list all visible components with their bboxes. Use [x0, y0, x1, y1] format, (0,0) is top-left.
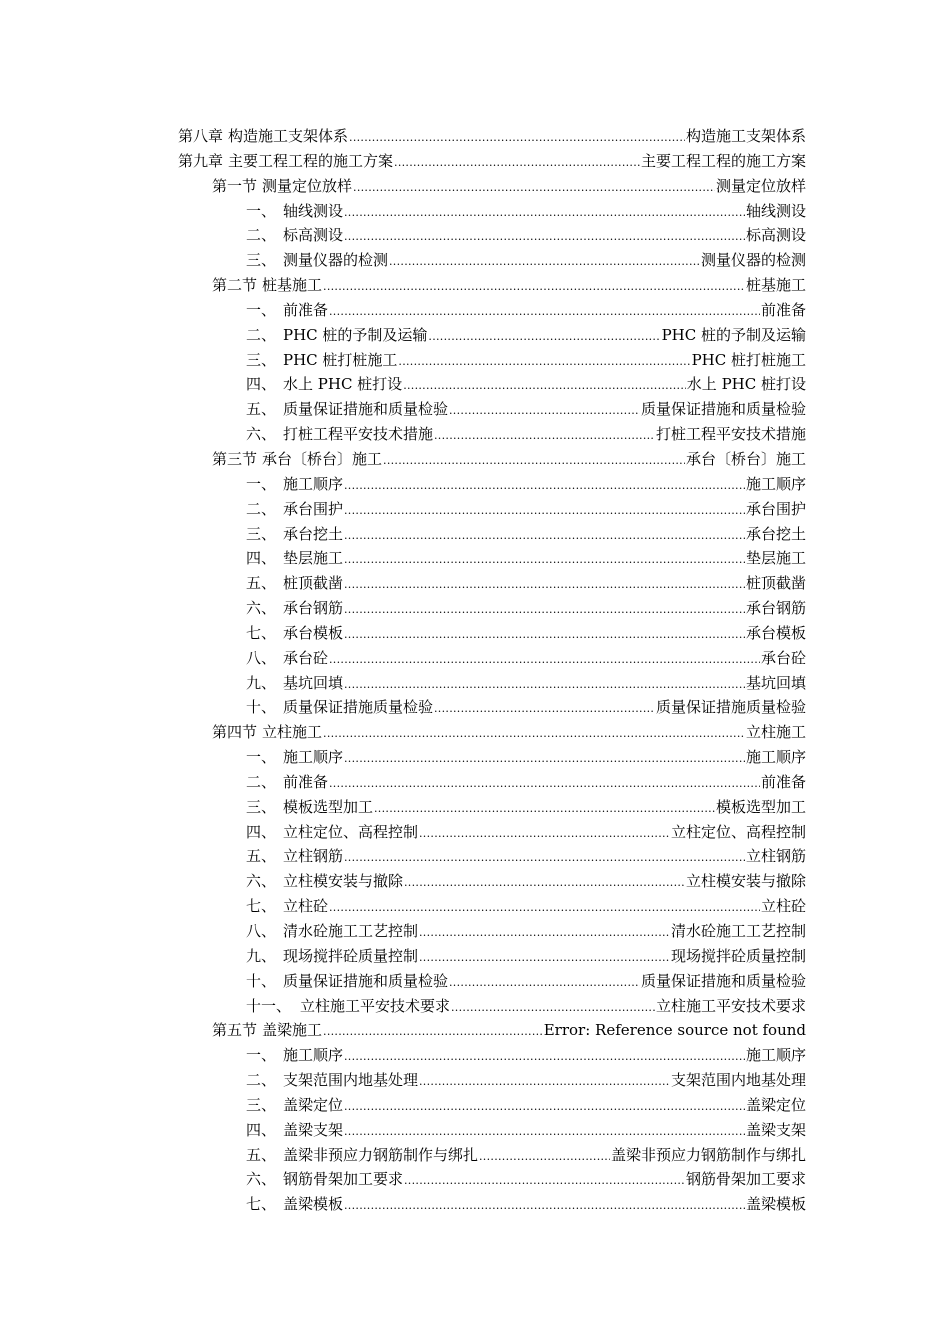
toc-entry-title: 承台钢筋: [283, 599, 344, 618]
toc-dot-leader: [329, 300, 760, 325]
toc-entry[interactable]: [178, 919, 806, 944]
toc-dot-leader: [434, 424, 655, 449]
toc-entry-page-ref: 支架范围内地基处理: [670, 1071, 806, 1090]
toc-entry-label: [246, 223, 343, 248]
toc-dot-leader: [451, 996, 655, 1021]
toc-entry-number: 三、: [246, 251, 277, 270]
toc-entry-label: [246, 944, 418, 969]
toc-entry-label: [246, 745, 343, 770]
toc-entry[interactable]: [178, 372, 806, 397]
toc-entry-number: 八、: [246, 922, 277, 940]
toc-entry[interactable]: [178, 1093, 806, 1118]
toc-entry-label: [212, 1018, 322, 1043]
toc-dot-leader: [419, 822, 670, 847]
toc-entry-label: [246, 919, 418, 944]
toc-entry[interactable]: [178, 522, 806, 547]
toc-entry[interactable]: [178, 621, 806, 646]
toc-entry-label: [212, 720, 322, 745]
toc-entry[interactable]: [178, 248, 806, 273]
toc-entry-page-ref: 质量保证措施和质量检验: [640, 971, 806, 990]
toc-dot-leader: [344, 524, 745, 549]
toc-entry-number: 五、: [246, 400, 277, 419]
toc-entry-number: 二、: [246, 499, 277, 518]
toc-entry-number: 四、: [246, 822, 277, 841]
toc-entry-label: [246, 298, 328, 323]
toc-entry-number: 六、: [246, 425, 277, 444]
toc-dot-leader: [449, 399, 640, 424]
toc-entry[interactable]: [178, 223, 806, 248]
toc-entry-title: 质量保证措施和质量检验: [283, 400, 449, 419]
toc-entry-title: 盖梁非预应力钢筋制作与绑扎: [283, 1145, 479, 1164]
toc-entry-title: 支架范围内地基处理: [283, 1071, 419, 1090]
toc-entry-page-ref: 盖梁模板: [745, 1195, 806, 1214]
toc-entry-label: [246, 646, 328, 671]
toc-entry-label: [246, 1093, 343, 1118]
toc-dot-leader: [344, 846, 745, 871]
toc-entry-label: [212, 174, 352, 199]
toc-entry-number: 五、: [246, 847, 277, 866]
toc-entry[interactable]: [178, 1043, 806, 1068]
toc-entry-page-ref: 承台模板: [745, 623, 806, 642]
toc-entry-title: 现场搅拌砼质量控制: [283, 946, 419, 965]
toc-entry[interactable]: [178, 820, 806, 845]
toc-entry[interactable]: [178, 472, 806, 497]
toc-entry[interactable]: [178, 944, 806, 969]
toc-entry-page-ref: 桩基施工: [745, 276, 806, 295]
toc-dot-leader: [404, 1169, 685, 1194]
toc-entry[interactable]: [178, 646, 806, 671]
toc-entry-title: 桩顶截凿: [283, 574, 344, 593]
toc-entry-title: PHC 桩的予制及运输: [283, 325, 428, 344]
toc-entry-number: 第一节: [212, 176, 258, 195]
toc-entry[interactable]: [178, 298, 806, 323]
toc-dot-leader: [323, 1020, 543, 1045]
toc-entry-number: 四、: [246, 1120, 277, 1139]
toc-entry-page-ref: 测量仪器的检测: [700, 251, 806, 270]
toc-entry-title: 承台砼: [283, 648, 329, 667]
toc-entry-number: 六、: [246, 872, 277, 891]
toc-entry-title: 主要工程工程的施工方案: [228, 151, 394, 170]
toc-dot-leader: [344, 201, 745, 226]
toc-entry-number: 九、: [246, 946, 277, 965]
toc-dot-leader: [403, 374, 686, 399]
toc-entry-label: [246, 1068, 418, 1093]
toc-entry-label: [246, 621, 343, 646]
toc-entry-page-ref: 主要工程工程的施工方案: [640, 151, 806, 170]
toc-entry-page-ref: 盖梁支架: [745, 1120, 806, 1139]
toc-dot-leader: [419, 921, 670, 946]
toc-dot-leader: [344, 1045, 745, 1070]
toc-entry-title: 承台〔桥台〕施工: [262, 449, 383, 468]
toc-dot-leader: [344, 548, 745, 573]
toc-entry-number: 七、: [246, 623, 277, 642]
toc-entry-page-ref: 质量保证措施质量检验: [655, 698, 806, 717]
toc-entry-label: [246, 372, 402, 397]
toc-entry-title: 盖梁支架: [283, 1120, 344, 1139]
toc-entry-number: 一、: [246, 201, 277, 220]
toc-entry[interactable]: [178, 869, 806, 894]
toc-entry[interactable]: [178, 894, 806, 919]
toc-entry-label: [246, 695, 433, 720]
toc-entry-title: 立柱施工: [262, 723, 323, 742]
toc-entry-number: 三、: [246, 797, 277, 816]
toc-entry-number: 第九章: [178, 151, 224, 170]
toc-entry[interactable]: [178, 994, 806, 1019]
toc-entry-label: [246, 472, 343, 497]
toc-entry-label: [246, 522, 343, 547]
toc-entry-title: 垫层施工: [283, 549, 344, 568]
toc-entry-number: 十、: [246, 971, 277, 990]
toc-entry-page-ref: 桩顶截凿: [745, 574, 806, 593]
toc-entry-title: 立柱施工平安技术要求: [300, 996, 451, 1015]
toc-entry-page-ref: 前准备: [760, 772, 806, 791]
toc-entry-title: 钢筋骨架加工要求: [283, 1170, 404, 1189]
toc-entry-label: [246, 199, 343, 224]
toc-entry[interactable]: [178, 720, 806, 745]
toc-entry-label: [246, 1043, 343, 1068]
toc-entry-page-ref: 测量定位放样: [715, 176, 806, 195]
toc-entry-title: PHC 桩打桩施工: [283, 350, 398, 369]
toc-entry-label: [246, 869, 403, 894]
toc-entry[interactable]: [178, 1018, 806, 1043]
toc-dot-leader: [344, 474, 745, 499]
toc-entry[interactable]: [178, 969, 806, 994]
toc-entry-number: 三、: [246, 350, 277, 369]
toc-entry-title: 测量定位放样: [262, 176, 353, 195]
toc-entry[interactable]: [178, 844, 806, 869]
toc-entry[interactable]: [178, 174, 806, 199]
toc-entry-page-ref: 立柱钢筋: [745, 847, 806, 866]
toc-entry[interactable]: [178, 397, 806, 422]
toc-entry-label: [178, 124, 348, 149]
toc-entry-number: 第五节: [212, 1021, 258, 1040]
toc-dot-leader: [398, 350, 690, 375]
toc-entry[interactable]: [178, 596, 806, 621]
toc-dot-leader: [344, 225, 745, 250]
toc-entry-label: [212, 447, 382, 472]
toc-entry-title: 盖梁施工: [262, 1021, 323, 1040]
toc-entry-page-ref: 前准备: [760, 300, 806, 319]
toc-entry-number: 四、: [246, 549, 277, 568]
toc-entry-page-ref: PHC 桩的予制及运输: [661, 325, 806, 344]
toc-dot-leader: [344, 499, 745, 524]
toc-entry[interactable]: [178, 323, 806, 348]
toc-entry-label: [246, 1118, 343, 1143]
toc-dot-leader: [344, 673, 745, 698]
toc-entry[interactable]: [178, 671, 806, 696]
toc-entry-page-ref: 立柱施工: [745, 723, 806, 742]
toc-dot-leader: [404, 871, 685, 896]
toc-dot-leader: [344, 1095, 745, 1120]
toc-entry-number: 二、: [246, 772, 277, 791]
toc-entry-title: 立柱模安装与撤除: [283, 872, 404, 891]
toc-entry-number: 一、: [246, 1046, 277, 1065]
toc-entry-page-ref: 垫层施工: [745, 549, 806, 568]
toc-entry-label: [246, 323, 427, 348]
toc-dot-leader: [389, 250, 700, 275]
toc-entry[interactable]: [178, 695, 806, 720]
toc-entry-page-ref: 基坑回填: [745, 673, 806, 692]
toc-entry-page-ref: PHC 桩打桩施工: [691, 350, 806, 369]
toc-entry-number: 一、: [246, 300, 277, 319]
toc-entry[interactable]: [178, 546, 806, 571]
toc-entry-page-ref: 施工顺序: [745, 474, 806, 493]
toc-entry-page-ref: 承台钢筋: [745, 599, 806, 618]
toc-entry-page-ref: 承台挖土: [745, 524, 806, 543]
toc-entry[interactable]: [178, 1068, 806, 1093]
toc-entry-number: 九、: [246, 673, 277, 692]
toc-entry-label: [246, 994, 450, 1019]
toc-entry-page-ref: 立柱定位、高程控制: [670, 822, 806, 841]
toc-entry-label: [246, 248, 388, 273]
toc-entry-label: [178, 149, 393, 174]
toc-dot-leader: [344, 1194, 745, 1219]
toc-entry-page-ref: 构造施工支架体系: [685, 127, 806, 145]
toc-entry[interactable]: [178, 199, 806, 224]
toc-dot-leader: [323, 722, 745, 747]
toc-dot-leader: [449, 971, 640, 996]
toc-entry-title: 轴线测设: [283, 201, 344, 220]
toc-entry-number: 一、: [246, 748, 277, 767]
toc-entry-title: 盖梁定位: [283, 1095, 344, 1114]
toc-entry[interactable]: [178, 1143, 806, 1168]
toc-entry-title: 质量保证措施质量检验: [283, 698, 434, 717]
table-of-contents: [178, 124, 806, 1217]
toc-entry-number: 六、: [246, 1170, 277, 1189]
toc-entry-label: [246, 397, 448, 422]
toc-entry-page-ref: 立柱模安装与撤除: [685, 872, 806, 891]
toc-entry-page-ref: 立柱施工平安技术要求: [655, 996, 806, 1015]
toc-entry-title: 施工顺序: [283, 474, 344, 493]
toc-entry-number: 第四节: [212, 723, 258, 742]
toc-entry-title: 质量保证措施和质量检验: [283, 971, 449, 990]
toc-entry-title: 承台围护: [283, 499, 344, 518]
toc-entry-page-ref: 标高测设: [745, 226, 806, 245]
toc-entry-label: [246, 1167, 403, 1192]
toc-entry-title: 前准备: [283, 772, 329, 791]
toc-entry[interactable]: [178, 745, 806, 770]
toc-entry-title: 水上 PHC 桩打设: [283, 375, 403, 394]
toc-entry[interactable]: [178, 422, 806, 447]
toc-entry-title: 施工顺序: [283, 1046, 344, 1065]
toc-entry-label: [246, 571, 343, 596]
toc-entry-label: [212, 273, 322, 298]
toc-entry-title: 构造施工支架体系: [228, 127, 349, 145]
toc-entry[interactable]: [178, 571, 806, 596]
toc-entry-title: 立柱定位、高程控制: [283, 822, 419, 841]
toc-entry-title: 承台模板: [283, 623, 344, 642]
toc-entry-label: [246, 969, 448, 994]
toc-entry-title: 前准备: [283, 300, 329, 319]
toc-entry[interactable]: [178, 149, 806, 174]
toc-entry-title: 桩基施工: [262, 276, 323, 295]
toc-entry-number: 六、: [246, 599, 277, 618]
toc-entry-title: 承台挖土: [283, 524, 344, 543]
toc-entry-label: [246, 770, 328, 795]
toc-entry-number: 四、: [246, 375, 277, 394]
toc-entry-label: [246, 596, 343, 621]
toc-dot-leader: [329, 772, 760, 797]
toc-entry-title: 立柱砼: [283, 897, 329, 916]
toc-dot-leader: [479, 1145, 610, 1170]
toc-entry-label: [246, 1143, 478, 1168]
toc-dot-leader: [344, 623, 745, 648]
toc-entry-page-ref: 打桩工程平安技术措施: [655, 425, 806, 444]
toc-entry-number: 一、: [246, 474, 277, 493]
toc-entry-number: 五、: [246, 574, 277, 593]
toc-dot-leader: [329, 896, 760, 921]
toc-entry-label: [246, 348, 397, 373]
toc-entry-page-ref: 水上 PHC 桩打设: [686, 375, 806, 394]
toc-entry[interactable]: [178, 1167, 806, 1192]
toc-entry-page-ref: 质量保证措施和质量检验: [640, 400, 806, 419]
toc-dot-leader: [374, 797, 715, 822]
toc-dot-leader: [323, 275, 745, 300]
toc-entry-title: 清水砼施工工艺控制: [283, 922, 419, 940]
toc-dot-leader: [344, 1120, 745, 1145]
toc-entry-number: 第二节: [212, 276, 258, 295]
toc-entry-page-ref: 承台〔桥台〕施工: [685, 449, 806, 468]
toc-entry[interactable]: [178, 795, 806, 820]
toc-entry-label: [246, 894, 328, 919]
toc-entry[interactable]: [178, 447, 806, 472]
toc-entry-number: 三、: [246, 524, 277, 543]
toc-entry-number: 十一、: [246, 996, 292, 1015]
toc-entry[interactable]: [178, 770, 806, 795]
toc-entry-page-ref: 施工顺序: [745, 1046, 806, 1065]
toc-entry-label: [246, 497, 343, 522]
toc-entry-label: [246, 820, 418, 845]
toc-entry-page-ref: 清水砼施工工艺控制: [670, 922, 806, 940]
toc-entry-label: [246, 1192, 343, 1217]
toc-entry-label: [246, 671, 343, 696]
toc-dot-leader: [344, 747, 745, 772]
toc-entry-number: 五、: [246, 1145, 277, 1164]
toc-entry-title: 盖梁模板: [283, 1195, 344, 1214]
toc-entry-page-ref: Error: Reference source not found: [543, 1021, 806, 1040]
toc-dot-leader: [383, 449, 685, 474]
toc-entry-title: 模板选型加工: [283, 797, 374, 816]
toc-entry-title: 施工顺序: [283, 748, 344, 767]
toc-entry-title: 测量仪器的检测: [283, 251, 389, 270]
toc-entry-label: [246, 546, 343, 571]
toc-entry-label: [246, 422, 433, 447]
toc-entry[interactable]: [178, 1192, 806, 1217]
toc-entry[interactable]: [178, 273, 806, 298]
toc-entry-page-ref: 钢筋骨架加工要求: [685, 1170, 806, 1189]
toc-entry-number: 十、: [246, 698, 277, 717]
toc-entry-page-ref: 承台砼: [760, 648, 806, 667]
toc-entry-number: 第八章: [178, 127, 224, 145]
toc-dot-leader: [434, 697, 655, 722]
toc-dot-leader: [428, 325, 660, 350]
toc-entry-number: 二、: [246, 1071, 277, 1090]
toc-entry-page-ref: 盖梁定位: [745, 1095, 806, 1114]
toc-entry-label: [246, 844, 343, 869]
toc-entry-number: 三、: [246, 1095, 277, 1114]
toc-entry-page-ref: 轴线测设: [745, 201, 806, 220]
toc-dot-leader: [394, 151, 640, 176]
toc-entry-page-ref: 盖梁非预应力钢筋制作与绑扎: [610, 1145, 806, 1164]
toc-entry-page-ref: 立柱砼: [760, 897, 806, 916]
toc-dot-leader: [419, 946, 670, 971]
toc-entry-label: [246, 795, 373, 820]
toc-entry-page-ref: 承台围护: [745, 499, 806, 518]
toc-dot-leader: [344, 573, 745, 598]
toc-dot-leader: [329, 648, 760, 673]
toc-entry-number: 八、: [246, 648, 277, 667]
toc-dot-leader: [419, 1070, 670, 1095]
toc-entry-page-ref: 施工顺序: [745, 748, 806, 767]
toc-entry[interactable]: [178, 124, 806, 149]
toc-dot-leader: [349, 126, 685, 151]
toc-entry[interactable]: [178, 497, 806, 522]
toc-entry-page-ref: 模板选型加工: [715, 797, 806, 816]
toc-entry-number: 第三节: [212, 449, 258, 468]
toc-entry-number: 二、: [246, 226, 277, 245]
toc-dot-leader: [353, 176, 715, 201]
toc-entry-title: 立柱钢筋: [283, 847, 344, 866]
toc-entry[interactable]: [178, 348, 806, 373]
toc-entry-number: 七、: [246, 1195, 277, 1214]
toc-entry-title: 标高测设: [283, 226, 344, 245]
toc-entry-page-ref: 现场搅拌砼质量控制: [670, 946, 806, 965]
toc-entry-title: 基坑回填: [283, 673, 344, 692]
toc-entry-title: 打桩工程平安技术措施: [283, 425, 434, 444]
toc-dot-leader: [344, 598, 745, 623]
toc-entry[interactable]: [178, 1118, 806, 1143]
toc-entry-number: 二、: [246, 325, 277, 344]
toc-entry-number: 七、: [246, 897, 277, 916]
